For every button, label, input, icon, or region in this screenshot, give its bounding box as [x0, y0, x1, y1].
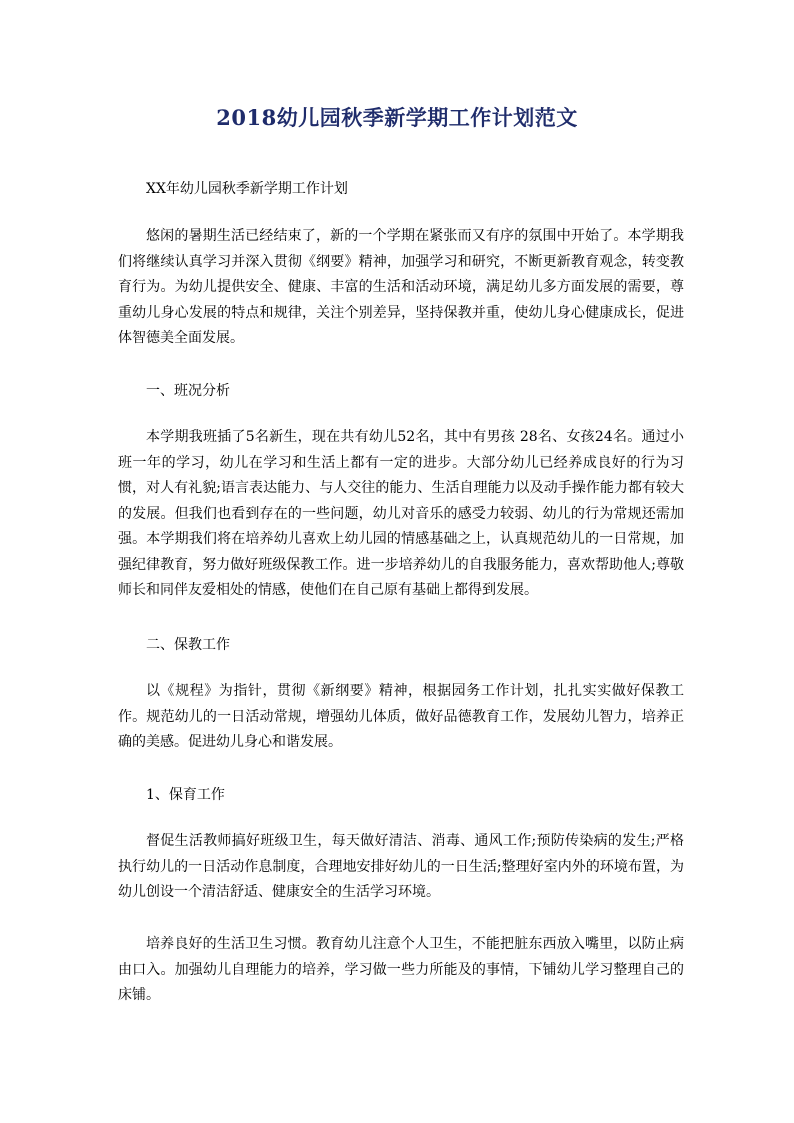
- document-title: 2018幼儿园秋季新学期工作计划范文: [216, 105, 578, 130]
- childcare-paragraph-1: 督促生活教师搞好班级卫生，每天做好清洁、消毒、通风工作;预防传染病的发生;严格执行幼儿的一日活动作息制度，合理地安排好幼儿的一日生活;整理好室内外的环境布置，为幼儿创设一个清洁舒适、健康安全的生活学习环境。: [118, 833, 684, 900]
- subsection-heading-childcare: 1、保育工作: [146, 787, 225, 803]
- childcare-paragraph-2: 培养良好的生活卫生习惯。教育幼儿注意个人卫生，不能把脏东西放入嘴里，以防止病由口入。加强幼儿自理能力的培养，学习做一些力所能及的事情，下铺幼儿学习整理自己的床铺。: [118, 936, 684, 1003]
- intro-paragraph: 悠闲的暑期生活已经结束了，新的一个学期在紧张而又有序的氛围中开始了。本学期我们将继续认真学习并深入贯彻《纲要》精神，加强学习和研究，不断更新教育观念，转变教育行为。为幼儿提供安全、健康、丰富的生活和活动环境，满足幼儿多方面发展的需要，尊重幼儿身心发展的特点和规律，关注个别差异，坚持保教并重，使幼儿身心健康成长，促进体智德美全面发展。: [118, 228, 684, 346]
- section-heading-class-analysis: 一、班况分析: [146, 383, 230, 399]
- care-education-paragraph: 以《规程》为指针，贯彻《新纲要》精神，根据园务工作计划，扎扎实实做好保教工作。规范幼儿的一日活动常规，增强幼儿体质，做好品德教育工作，发展幼儿智力，培养正确的美感。促进幼儿身心和谐发展。: [118, 683, 684, 750]
- section-heading-care-education: 二、保教工作: [146, 637, 230, 653]
- document-subtitle: XX年幼儿园秋季新学期工作计划: [146, 181, 348, 197]
- class-analysis-paragraph: 本学期我班插了5名新生，现在共有幼儿52名，其中有男孩 28名、女孩24名。通过小班一年的学习，幼儿在学习和生活上都有一定的进步。大部分幼儿已经养成良好的行为习惯，对人有礼貌;语言表达能力、与人交往的能力、生活自理能力以及动手操作能力都有较大的发展。但我们也看到存在的一些问题，幼儿对音乐的感受力较弱、幼儿的行为常规还需加强。本学期我们将在培养幼儿喜欢上幼儿园的情感基础之上，认真规范幼儿的一日常规，加强纪律教育，努力做好班级保教工作。进一步培养幼儿的自我服务能力，喜欢帮助他人;尊敬师长和同伴友爱相处的情感，使他们在自己原有基础上都得到发展。: [118, 429, 684, 598]
